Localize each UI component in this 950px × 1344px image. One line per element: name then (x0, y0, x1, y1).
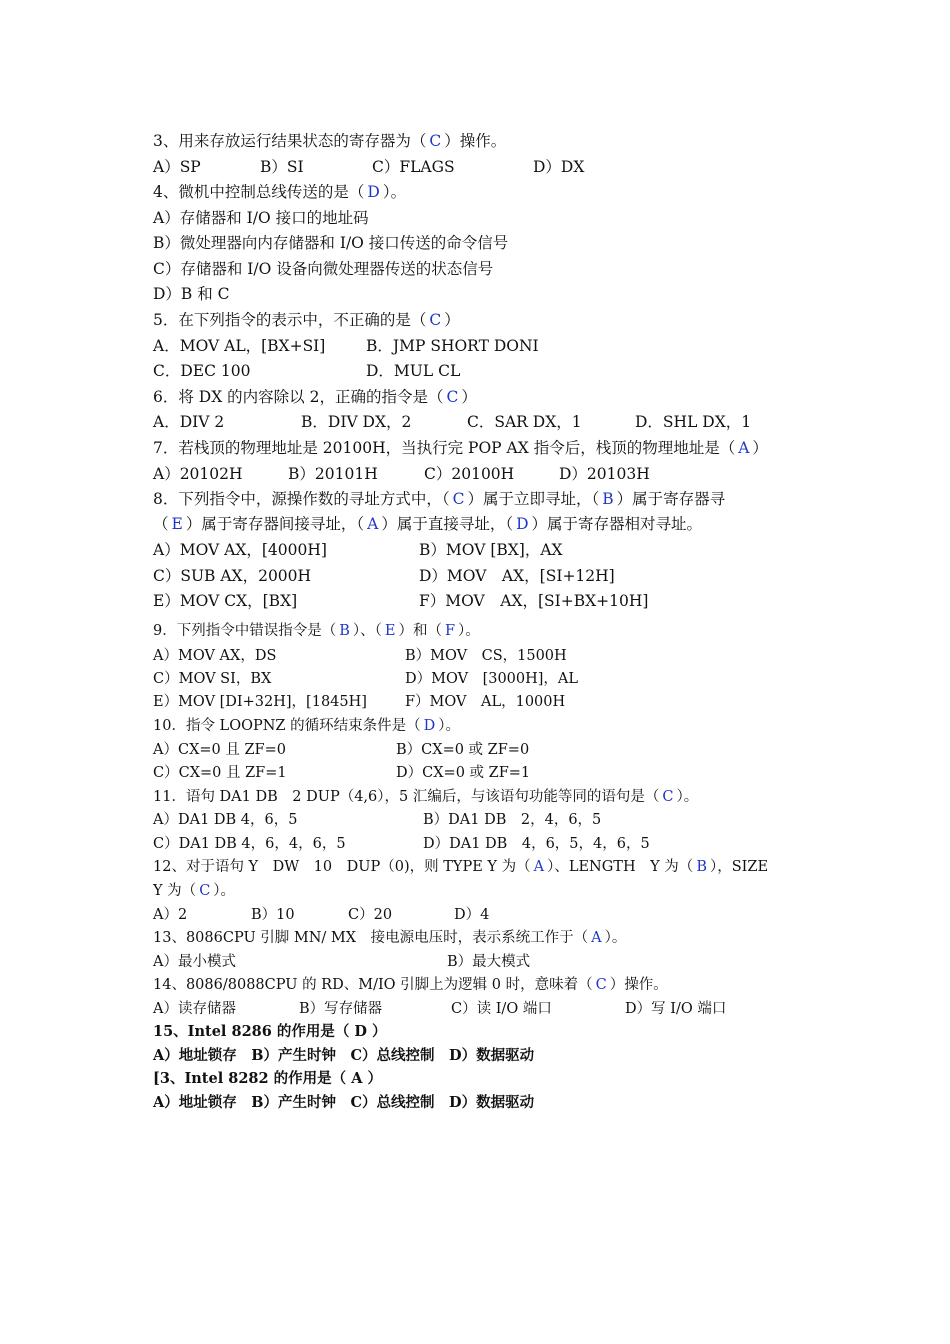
answer-3: F (444, 623, 456, 639)
question-6 (153, 387, 477, 407)
question-10 (153, 716, 460, 736)
question-stem: 12、对于语句 Y DW 10 DUP（0)，则 TYPE Y 为（ (153, 859, 531, 875)
answer: C (429, 311, 442, 329)
option-d: D）4 (454, 907, 490, 923)
question-15: 15、Intel 8286 的作用是（ D ） (153, 1023, 387, 1040)
option-a: A）DA1 DB 4，6，5 (153, 812, 298, 828)
question-tail: ）操作。 (609, 977, 668, 993)
option-f: F）MOV AX，[SI+BX+10H] (419, 592, 649, 610)
question-stem: 4、微机中控制总线传送的是（ (153, 183, 365, 201)
question-12-cont (153, 881, 235, 901)
q15-options: A）地址锁存 B）产生时钟 C）总线控制 D）数据驱动 (153, 1047, 535, 1064)
option-d: D）DA1 DB 4，6，5，4，6，5 (423, 836, 650, 852)
option-b: B）最大模式 (447, 954, 531, 970)
answer-4: A (367, 515, 379, 533)
question-3 (153, 131, 506, 151)
question-text: ）属于寄存器寻 (616, 490, 726, 508)
option-d: D．SHL DX，1 (635, 413, 752, 431)
question-tail: ）。 (438, 718, 460, 734)
option-c: C）SUB AX，2000H (153, 567, 312, 585)
answer: C (662, 789, 674, 805)
option-c: C）FLAGS (372, 158, 455, 176)
answer: C (446, 388, 459, 406)
option-d: D．MUL CL (366, 362, 461, 380)
option-a: A）最小模式 (153, 954, 236, 970)
option-b: B）20101H (288, 465, 378, 483)
option-d: D）DX (533, 158, 585, 176)
question-8 (153, 489, 725, 509)
answer-3: E (171, 515, 183, 533)
answer-1: C (452, 490, 465, 508)
question-text: ）、LENGTH Y 为（ (547, 859, 694, 875)
answer: D (423, 718, 436, 734)
question-text: （ (153, 515, 169, 533)
option-c: C）20100H (424, 465, 515, 483)
q16-options: A）地址锁存 B）产生时钟 C）总线控制 D）数据驱动 (153, 1094, 535, 1111)
answer: C (595, 977, 607, 993)
question-12 (153, 857, 768, 877)
option-b: B）DA1 DB 2，4，6，5 (423, 812, 602, 828)
answer: A (738, 439, 750, 457)
option-d: D）20103H (559, 465, 650, 483)
question-text: ）和（ (398, 623, 442, 639)
answer-1: B (339, 623, 350, 639)
question-stem: 5．在下列指令的表示中，不正确的是（ (153, 311, 427, 329)
option-c: C．SAR DX，1 (467, 413, 582, 431)
option-b: B）微处理器向内存储器和 I/O 接口传送的命令信号 (153, 234, 509, 252)
option-b: B）10 (251, 907, 295, 923)
question-text: ），SIZE (709, 859, 769, 875)
question-text: ）属于寄存器相对寻址。 (531, 515, 703, 533)
option-c: C）20 (348, 907, 393, 923)
option-c: C）CX=0 且 ZF=1 (153, 765, 287, 781)
answer-2: B (696, 859, 707, 875)
question-tail: ）。 (604, 930, 627, 946)
question-tail: ）。 (676, 789, 699, 805)
question-tail: ）。 (382, 183, 407, 201)
question-stem: 6．将 DX 的内容除以 2，正确的指令是（ (153, 388, 444, 406)
option-d: D）CX=0 或 ZF=1 (396, 765, 531, 781)
question-tail: ） (752, 439, 768, 457)
question-text: ）属于立即寻址，（ (467, 490, 600, 508)
question-tail: ） (444, 311, 460, 329)
option-c: C）存储器和 I/O 设备向微处理器传送的状态信号 (153, 260, 494, 278)
option-b: B．DIV DX，2 (301, 413, 412, 431)
option-b: B）MOV CS，1500H (405, 648, 567, 664)
option-b: B）CX=0 或 ZF=0 (396, 742, 530, 758)
option-a: A）CX=0 且 ZF=0 (153, 742, 286, 758)
option-e: E）MOV CX，[BX] (153, 592, 298, 610)
option-a: A）20102H (153, 465, 243, 483)
answer-2: B (602, 490, 614, 508)
option-a: A）存储器和 I/O 接口的地址码 (153, 209, 369, 227)
option-e: E）MOV [DI+32H]，[1845H] (153, 694, 367, 710)
question-text: ）。 (458, 623, 480, 639)
question-text: ）、（ (352, 623, 382, 639)
question-8-cont (153, 514, 702, 534)
answer: A (591, 930, 602, 946)
question-text: ）属于寄存器间接寻址，（ (185, 515, 365, 533)
option-b: B．JMP SHORT DONI (366, 337, 539, 355)
question-14 (153, 975, 668, 995)
option-a: A）读存储器 (153, 1001, 236, 1017)
question-stem: 8．下列指令中，源操作数的寻址方式中，（ (153, 490, 450, 508)
question-11 (153, 787, 698, 807)
option-d: D）MOV [3000H]，AL (405, 671, 579, 687)
option-d: D）写 I/O 端口 (625, 1001, 727, 1017)
question-stem: 7．若栈顶的物理地址是 20100H，当执行完 POP AX 指令后，栈顶的物理地址是（ (153, 439, 736, 457)
answer-2: E (384, 623, 396, 639)
answer: D (367, 183, 380, 201)
question-text: Y 为（ (153, 883, 197, 899)
question-16: [3、Intel 8282 的作用是（ A ） (153, 1070, 383, 1087)
question-stem: 13、8086CPU 引脚 MN/ MX 接电源电压时，表示系统工作于（ (153, 930, 589, 946)
option-a: A．MOV AL，[BX+SI] (153, 337, 326, 355)
question-tail: ）操作。 (444, 132, 507, 150)
question-5 (153, 310, 460, 330)
question-13 (153, 928, 626, 948)
option-c: C）MOV SI，BX (153, 671, 272, 687)
option-a: A）2 (153, 907, 188, 923)
option-a: A）MOV AX，DS (153, 648, 277, 664)
option-a: A）MOV AX，[4000H] (153, 541, 327, 559)
question-text: ）属于直接寻址，（ (381, 515, 514, 533)
option-b: B）写存储器 (299, 1001, 383, 1017)
answer-5: D (516, 515, 529, 533)
option-a: A．DIV 2 (153, 413, 225, 431)
answer-1: A (533, 859, 545, 875)
question-stem: 10．指令 LOOPNZ 的循环结束条件是（ (153, 718, 421, 734)
option-d: D）MOV AX，[SI+12H] (419, 567, 615, 585)
question-tail: ） (461, 388, 477, 406)
question-stem: 14、8086/8088CPU 的 RD、M/IO 引脚上为逻辑 0 时，意味着（ (153, 977, 593, 993)
question-stem: 11．语句 DA1 DB 2 DUP（4,6），5 汇编后，与该语句功能等同的语句是（ (153, 789, 660, 805)
option-b: B）MOV [BX]，AX (419, 541, 563, 559)
option-a: A）SP (153, 158, 201, 176)
option-f: F）MOV AL，1000H (405, 694, 566, 710)
question-stem: 9．下列指令中错误指令是（ (153, 623, 337, 639)
answer: C (429, 132, 442, 150)
option-c: C）DA1 DB 4，6，4，6，5 (153, 836, 346, 852)
option-c: C）读 I/O 端口 (451, 1001, 552, 1017)
option-d: D）B 和 C (153, 285, 230, 303)
option-c: C．DEC 100 (153, 362, 251, 380)
answer-3: C (199, 883, 211, 899)
question-text: ）。 (213, 883, 236, 899)
question-4 (153, 182, 406, 202)
question-7 (153, 438, 768, 458)
question-stem: 3、用来存放运行结果状态的寄存器为（ (153, 132, 427, 150)
question-9 (153, 621, 480, 641)
option-b: B）SI (260, 158, 304, 176)
